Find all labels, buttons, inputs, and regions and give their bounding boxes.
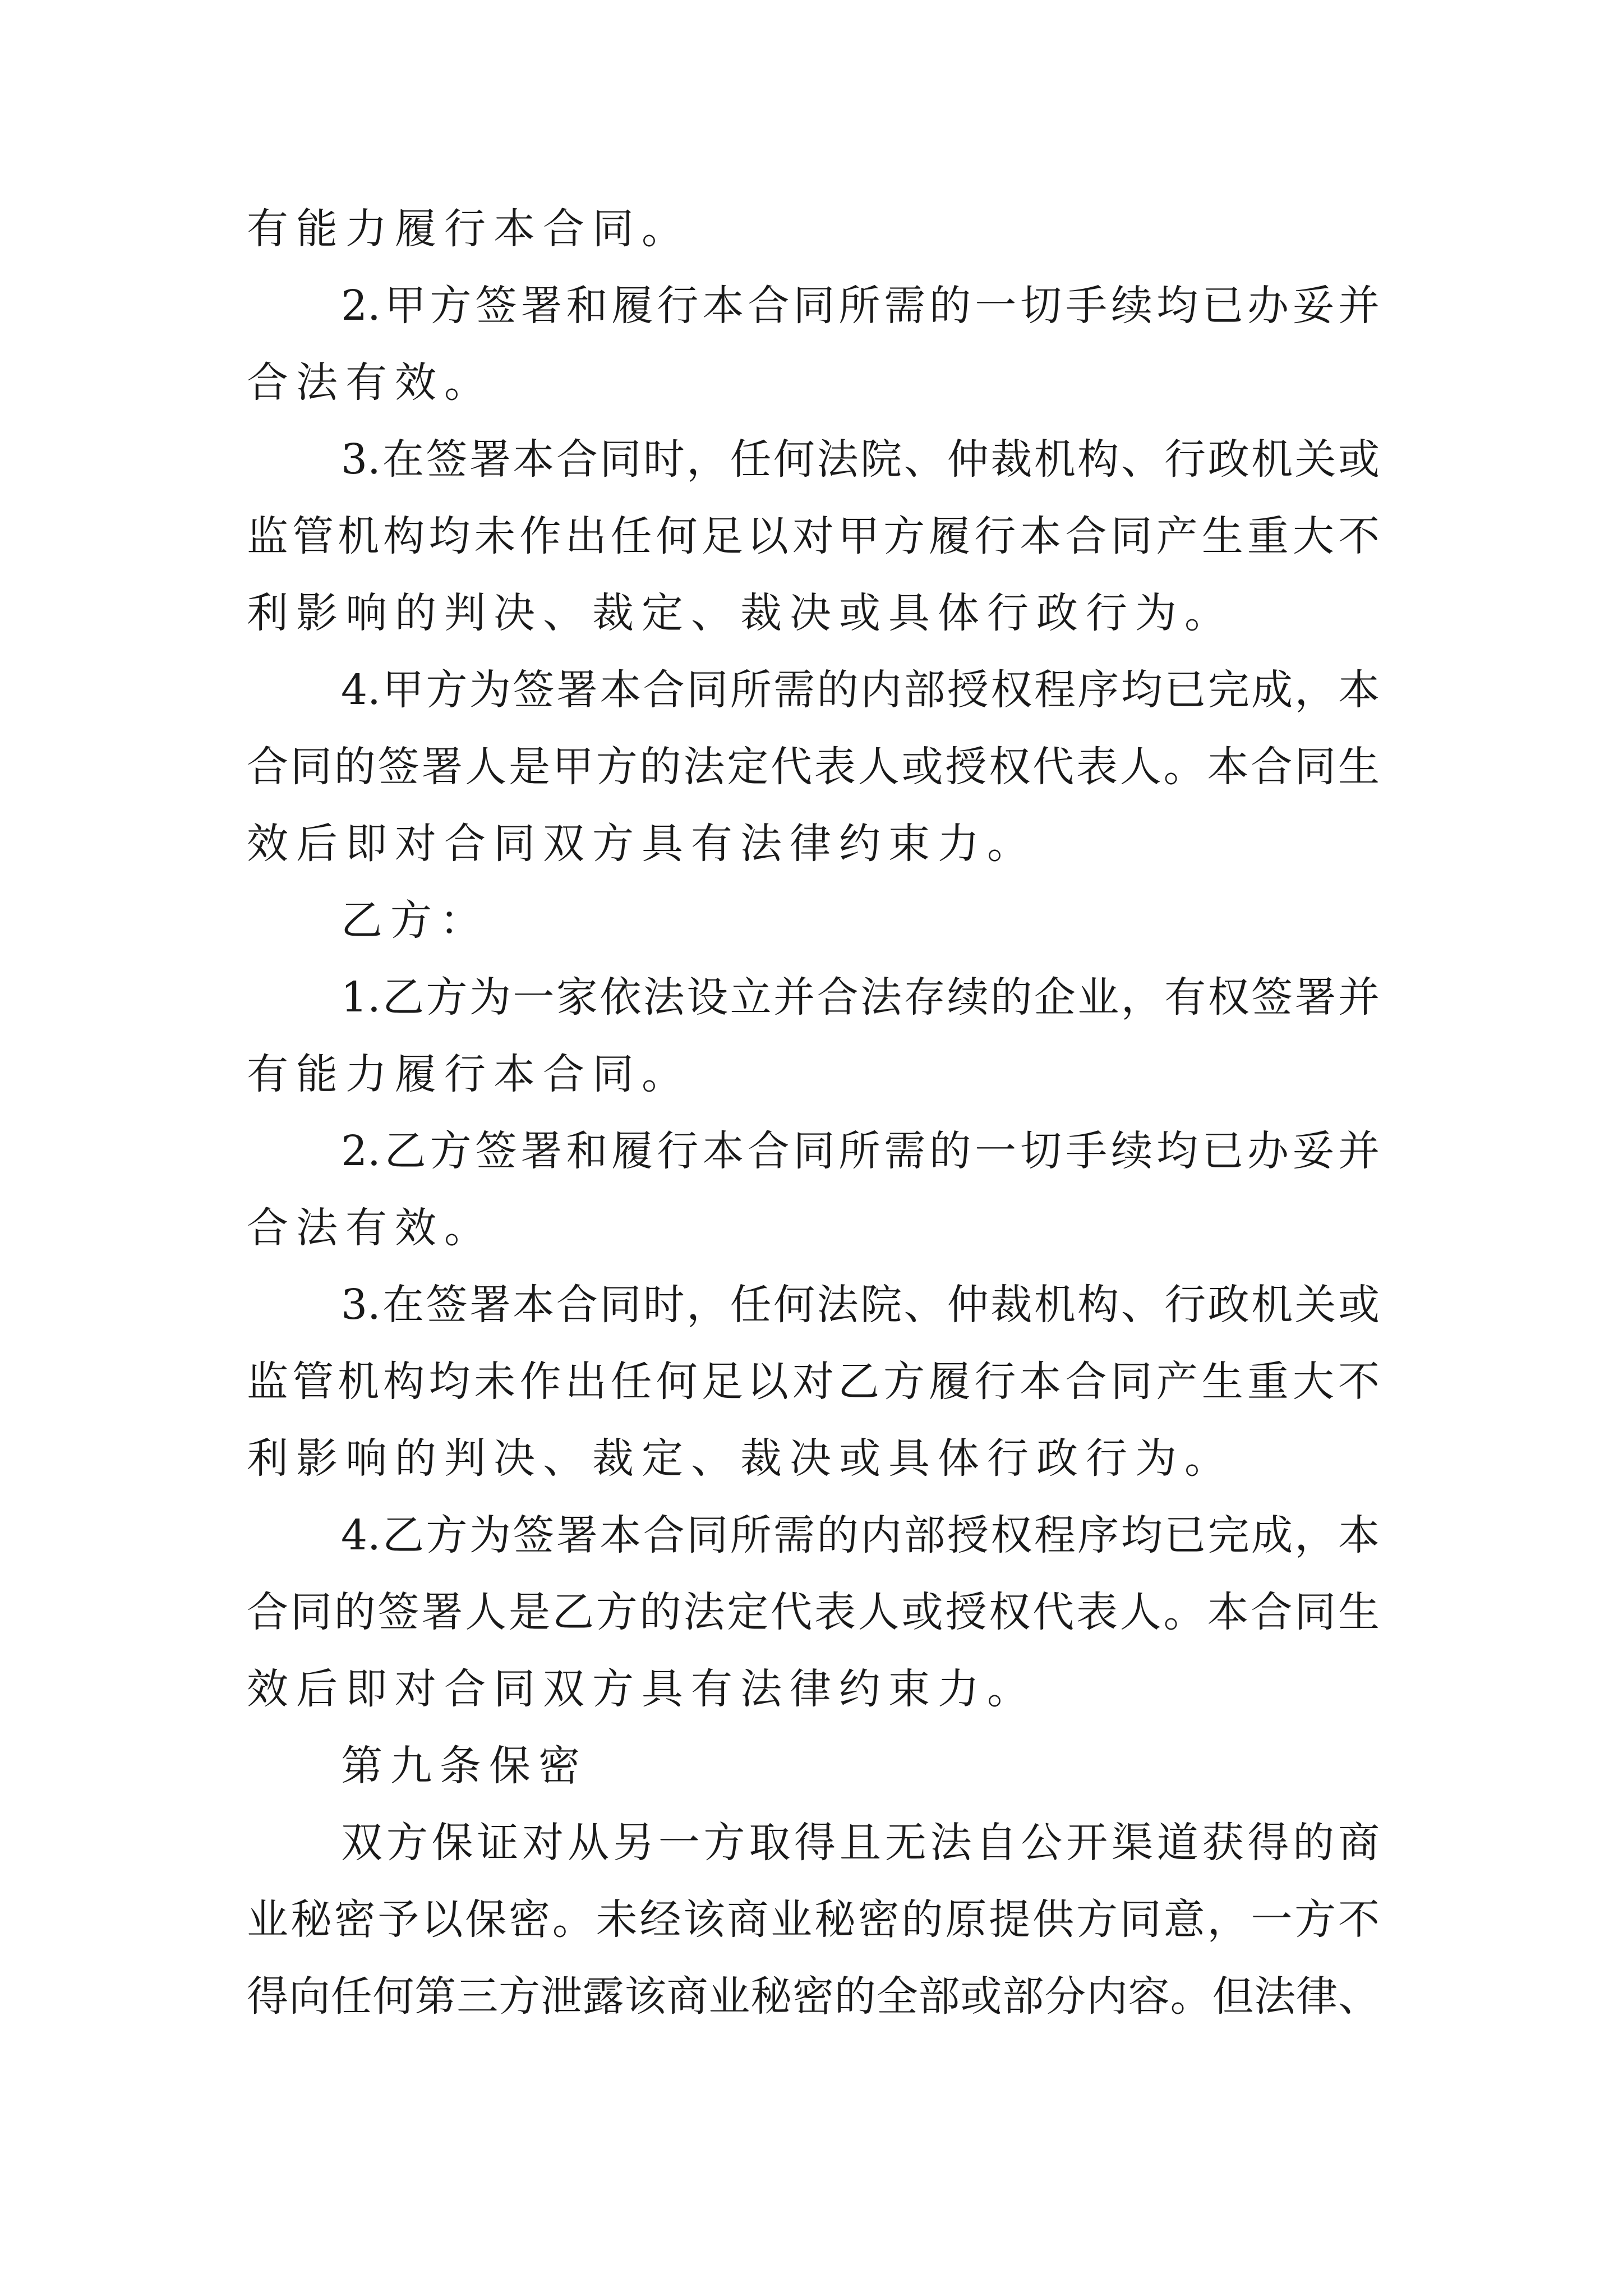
text-line: 有能力履行本合同。 — [247, 1050, 691, 1098]
text-line: 效后即对合同双方具有法律约束力。 — [247, 820, 1036, 868]
text-line: 得向任何第三方泄露该商业秘密的全部或部分内容。但法律、 — [247, 1972, 1380, 2021]
text-line: 利影响的判决、裁定、裁决或具体行政行为。 — [247, 589, 1234, 637]
text-line: 合法有效。 — [247, 1204, 494, 1252]
text-line: 合同的签署人是甲方的法定代表人或授权代表人。本合同生 — [247, 743, 1380, 791]
text-line: 合同的签署人是乙方的法定代表人或授权代表人。本合同生 — [247, 1588, 1380, 1636]
text-line: 效后即对合同双方具有法律约束力。 — [247, 1665, 1036, 1713]
text-line: 2.甲方签署和履行本合同所需的一切手续均已办妥并 — [341, 282, 1380, 330]
text-line: 4.乙方为签署本合同所需的内部授权程序均已完成，本 — [341, 1511, 1380, 1559]
text-line: 合法有效。 — [247, 358, 494, 407]
text-line: 2.乙方签署和履行本合同所需的一切手续均已办妥并 — [341, 1127, 1380, 1175]
text-line: 3.在签署本合同时，任何法院、仲裁机构、行政机关或 — [341, 1281, 1380, 1329]
text-line: 业秘密予以保密。未经该商业秘密的原提供方同意，一方不 — [247, 1895, 1380, 1944]
text-line: 乙方： — [341, 896, 489, 945]
text-line: 3.在签署本合同时，任何法院、仲裁机构、行政机关或 — [341, 435, 1380, 484]
document-body — [247, 191, 1380, 2035]
text-line: 利影响的判决、裁定、裁决或具体行政行为。 — [247, 1434, 1234, 1483]
text-line: 双方保证对从另一方取得且无法自公开渠道获得的商 — [341, 1819, 1380, 1867]
text-line: 监管机构均未作出任何足以对甲方履行本合同产生重大不 — [247, 512, 1380, 560]
text-line: 有能力履行本合同。 — [247, 205, 691, 253]
text-line: 4.甲方为签署本合同所需的内部授权程序均已完成，本 — [341, 666, 1380, 714]
text-line: 监管机构均未作出任何足以对乙方履行本合同产生重大不 — [247, 1358, 1380, 1406]
text-line: 第九条保密 — [341, 1742, 588, 1790]
text-line: 1.乙方为一家依法设立并合法存续的企业，有权签署并 — [341, 973, 1380, 1022]
